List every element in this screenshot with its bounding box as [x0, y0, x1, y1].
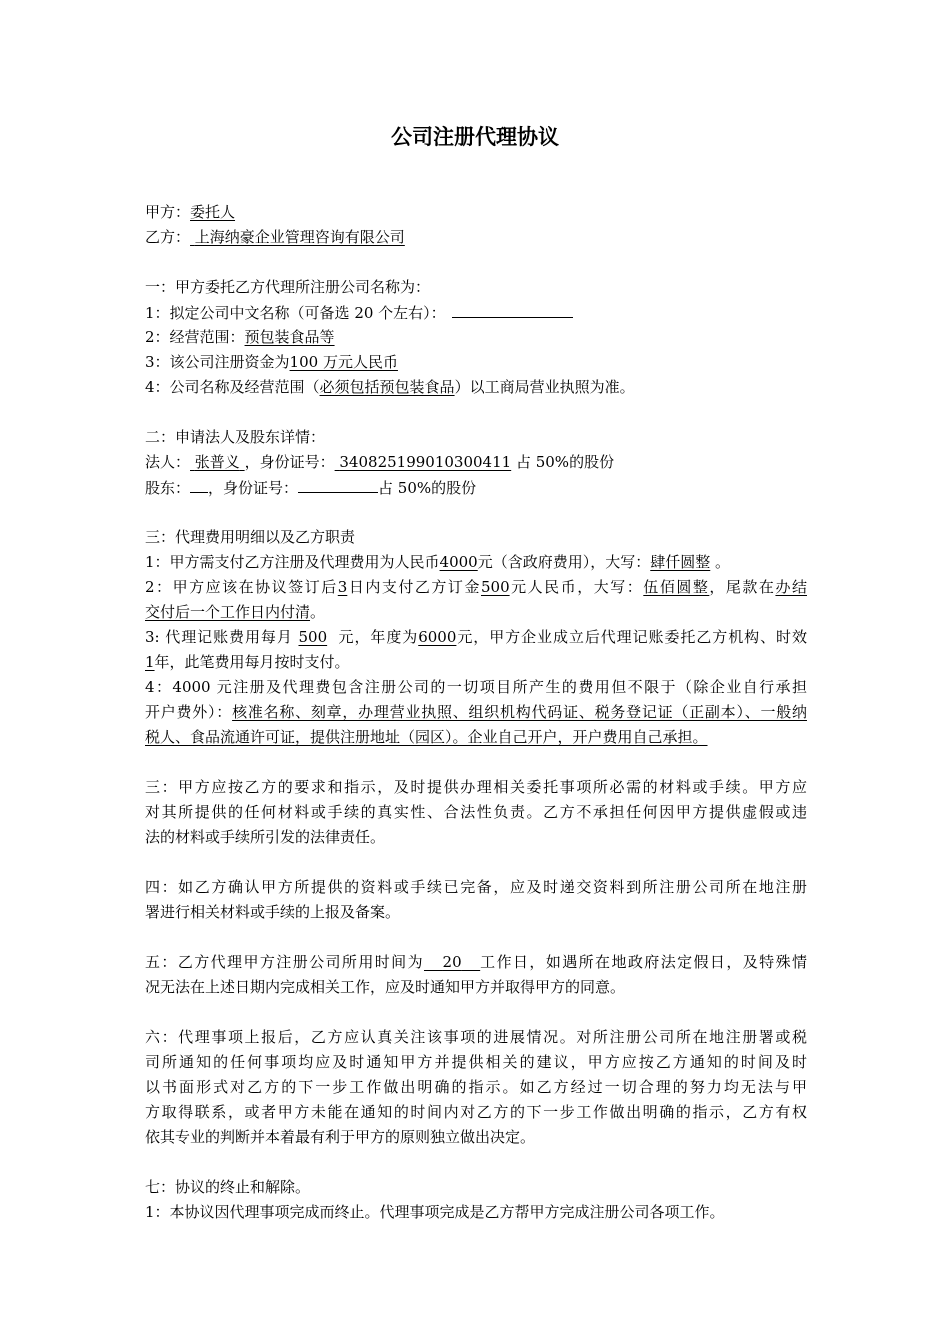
s3-item4-line3 — [145, 725, 708, 749]
party-a-value: 委托人 — [190, 203, 236, 221]
deposit-amount-caps: 伍佰圆整 — [643, 578, 710, 596]
s3b-line2: 对其所提供的任何材料或手续的真实性、合法性负责。乙方不承担任何因甲方提供虚假或违 — [145, 803, 807, 821]
s3b-line1: 三：甲方应按乙方的要求和指示，及时提供办理相关委托事项所必需的材料或手续。甲方应 — [145, 778, 807, 796]
section2-heading: 二：申请法人及股东详情： — [145, 428, 326, 446]
payment-days: 3 — [337, 578, 348, 596]
s3-item3-line1: 3: 代理记账费用每月 500 元，年度为6000元，甲方企业成立后代理记账委托乙方机构、时效 — [145, 628, 807, 646]
s6-line3: 以书面形式对乙方的下一步工作做出明确的指示。如乙方经过一切合理的努力均无法与甲 — [145, 1078, 807, 1096]
s6-line2: 司所通知的任何事项均应及时通知甲方并提供相关的建议，甲方应按乙方通知的时间及时 — [145, 1053, 807, 1071]
s6-line5: 依其专业的判断并本着最有利于甲方的原则独立做出决定。 — [145, 1128, 536, 1146]
business-scope: 预包装食品等 — [244, 328, 335, 346]
document-title: 公司注册代理协议 — [391, 124, 559, 149]
s7-item1: 1：本协议因代理事项完成而终止。代理事项完成是乙方帮甲方完成注册公司各项工作。 — [145, 1203, 725, 1221]
s5-line1: 五：乙方代理甲方注册公司所用时间为 20 工作日，如遇所在地政府法定假日，及特殊情 — [145, 953, 807, 971]
s3-item1: 1：甲方需支付乙方注册及代理费用为人民币4000元（含政府费用），大写：肆仟圆整 。 — [145, 553, 731, 571]
s3-item2-line1: 2：甲方应该在协议签订后3日内支付乙方订金500元人民币，大写：伍佰圆整，尾款在办结 — [145, 578, 807, 596]
s1-item4: 4：公司名称及经营范围（必须包括预包装食品）以工商局营业执照为准。 — [145, 378, 635, 396]
yearly-fee: 6000 — [418, 628, 457, 646]
included-services-cont: 税人、食品流通许可证，提供注册地址（园区）。企业自己开户，开户费用自己承担。 — [145, 728, 708, 746]
s1-item1: 1：拟定公司中文名称（可备选 20 个左右）： — [145, 300, 573, 325]
legal-person-name: 张普义 — [194, 453, 240, 471]
legal-person-id: 340825199010300411 — [339, 453, 512, 471]
s5-line2: 况无法在上述日期内完成相关工作，应及时通知甲方并取得甲方的同意。 — [145, 978, 626, 996]
scope-requirement: 必须包括预包装食品 — [319, 378, 455, 396]
s1-item3: 3：该公司注册资金为100 万元人民币 — [145, 353, 398, 371]
legal-person-line: 法人： 张普义 ，身份证号： 340825199010300411 占 50%的股份 — [145, 453, 615, 471]
s4-line1: 四：如乙方确认甲方所提供的资料或手续已完备，应及时递交资料到所注册公司所在地注册 — [145, 878, 807, 896]
s3b-line3: 法的材料或手续所引发的法律责任。 — [145, 828, 386, 846]
fee-amount-caps: 肆仟圆整 — [650, 553, 711, 571]
monthly-fee: 500 — [298, 628, 328, 646]
party-b-line — [145, 225, 405, 249]
shareholder-name-blank — [190, 475, 208, 493]
s4-line2: 署进行相关材料或手续的上报及备案。 — [145, 903, 401, 921]
s3-item2-line2: 交付后一个工作日内付清。 — [145, 603, 326, 621]
s1-item2: 2：经营范围：预包装食品等 — [145, 328, 335, 346]
contract-years: 1 — [145, 653, 155, 671]
s6-line4: 方取得联系，或者甲方未能在通知的时间内对乙方的下一步工作做出明确的指示，乙方有权 — [145, 1103, 807, 1121]
s3-item4-line2: 开户费外）：核准名称、刻章，办理营业执照、组织机构代码证、税务登记证（正副本）、一般纳 — [145, 703, 807, 721]
company-name-blank — [452, 300, 573, 318]
fee-amount: 4000 — [439, 553, 478, 571]
party-a-label: 甲方： — [145, 203, 191, 221]
section1-heading: 一：甲方委托乙方代理所注册公司名称为： — [145, 278, 431, 296]
party-b-value: 上海纳豪企业管理咨询有限公司 — [194, 228, 405, 246]
party-b-label: 乙方： — [145, 228, 191, 246]
deposit-amount: 500 — [480, 578, 510, 596]
s3-item4-line1: 4：4000 元注册及代理费包含注册公司的一切项目所产生的费用但不限于（除企业自行承担 — [145, 678, 807, 696]
shareholder-id-blank — [298, 475, 378, 493]
balance-term: 交付后一个工作日内付清 — [145, 603, 311, 621]
working-days: 20 — [442, 953, 462, 971]
party-a-line — [145, 200, 331, 224]
included-services: 核准名称、刻章，办理营业执照、组织机构代码证、税务登记证（正副本）、一般纳 — [232, 703, 807, 721]
s3-item3-line2: 1年，此笔费用每月按时支付。 — [145, 653, 350, 671]
registered-capital: 100 万元人民币 — [289, 353, 398, 371]
shareholder-line: 股东： ，身份证号： 占 50%的股份 — [145, 475, 476, 500]
section3-heading: 三：代理费用明细以及乙方职责 — [145, 528, 356, 546]
section7-heading: 七：协议的终止和解除。 — [145, 1178, 311, 1196]
s6-line1: 六：代理事项上报后，乙方应认真关注该事项的进展情况。对所注册公司所在地注册署或税 — [145, 1028, 807, 1046]
